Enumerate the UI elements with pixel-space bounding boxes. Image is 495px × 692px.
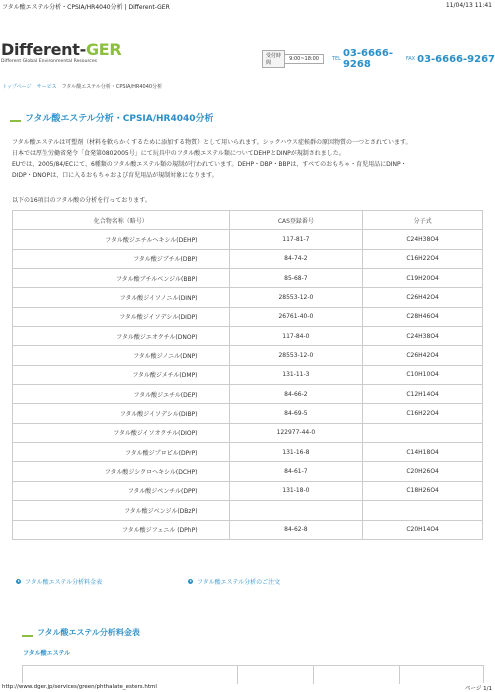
compound-name-cell: フタル酸ジエチル(DEP) xyxy=(13,385,230,404)
page-title xyxy=(10,111,214,124)
formula-cell: C18H26O4 xyxy=(363,481,483,500)
compound-name-cell: フタル酸ジメチル(DMP) xyxy=(13,365,230,384)
intro-line: EUでは、2005/84/ECにて、6種類のフタル酸エステル類の規制が行われています。DEHP・DBP・BBPは、すべてのおもちゃ・育児用品にDINP・ xyxy=(12,161,407,168)
print-footer xyxy=(0,682,495,692)
print-header xyxy=(0,0,495,12)
formula-cell: C26H42O4 xyxy=(363,288,483,307)
fax-label: FAX xyxy=(405,56,416,62)
table-row xyxy=(13,520,483,539)
intro-text xyxy=(12,137,487,181)
section-title-text: フタル酸エステル分析料金表 xyxy=(37,628,140,637)
breadcrumb-current: フタル酸エステル分析・CPSIA/HR4040分析 xyxy=(61,84,163,90)
formula-cell: C24H38O4 xyxy=(363,230,483,249)
intro-line: フタル酸エステルは可塑剤（材料を軟らかくするために添加する物質）として用いられます。シックハウス症候群の原因物質の一つとされています。 xyxy=(12,139,412,146)
price-table-partial xyxy=(22,665,484,683)
phthalate-table xyxy=(12,210,483,540)
breadcrumb-services[interactable]: サービス xyxy=(36,84,57,90)
logo-main-a: Different- xyxy=(1,40,86,59)
table-lead-text: 以下の16項目のフタル酸の分析を行っております。 xyxy=(12,197,151,204)
intro-line: 日本では厚生労働省発令「食発第0802005号」にて玩具中のフタル酸エステル類についてDEHPとDINPが規制されました。 xyxy=(12,150,345,157)
header-cas: CAS登録番号 xyxy=(229,211,363,230)
formula-cell: C10H10O4 xyxy=(363,365,483,384)
arrow-circle-icon xyxy=(16,579,21,584)
title-bar-decoration xyxy=(10,120,21,122)
compound-name-cell: フタル酸ジイソデシル(DIBP) xyxy=(13,404,230,423)
cas-number-cell: 84-74-2 xyxy=(229,249,363,268)
table-row xyxy=(13,481,483,500)
logo-tagline: Different Global Environmental Resources xyxy=(1,59,98,64)
table-row xyxy=(13,443,483,462)
compound-name-cell: フタル酸ジブチル(DBP) xyxy=(13,249,230,268)
arrow-circle-icon xyxy=(188,579,193,584)
table-row xyxy=(13,288,483,307)
contact-info xyxy=(262,48,495,70)
cas-number-cell: 131-16-8 xyxy=(229,443,363,462)
table-body xyxy=(13,230,483,540)
tel-number[interactable]: 03-6666-9268 xyxy=(342,48,394,70)
table-row xyxy=(13,385,483,404)
cas-number-cell: 28553-12-0 xyxy=(229,288,363,307)
table-row xyxy=(13,230,483,249)
table-header-row xyxy=(13,211,483,230)
compound-name-cell: フタル酸ジイソオクチル(DIOP) xyxy=(13,423,230,442)
breadcrumb-top[interactable]: トップページ xyxy=(2,84,32,90)
formula-cell: C20H26O4 xyxy=(363,462,483,481)
print-footer-url: http://www.dger.jp/services/green/phthalate_esters.html xyxy=(2,684,157,690)
formula-cell: C16H22O4 xyxy=(363,404,483,423)
compound-name-cell: フタル酸ブチルベンジル(BBP) xyxy=(13,269,230,288)
header-compound: 化合物名称（略号） xyxy=(13,211,230,230)
logo-wordmark xyxy=(1,42,121,58)
cas-number-cell: 26761-40-0 xyxy=(229,307,363,326)
cas-number-cell: 84-61-7 xyxy=(229,462,363,481)
cas-number-cell: 131-18-0 xyxy=(229,481,363,500)
cas-number-cell xyxy=(229,501,363,520)
cas-number-cell: 84-66-2 xyxy=(229,385,363,404)
order-link-label: フタル酸エステル分析のご注文 xyxy=(197,579,281,586)
table-row xyxy=(13,423,483,442)
compound-name-cell: フタル酸ジノニル(DNP) xyxy=(13,346,230,365)
compound-name-cell: フタル酸ジシクロヘキシル(DCHP) xyxy=(13,462,230,481)
cas-number-cell: 84-62-8 xyxy=(229,520,363,539)
cas-number-cell: 84-69-5 xyxy=(229,404,363,423)
cas-number-cell: 28553-12-0 xyxy=(229,346,363,365)
formula-cell: C14H18O4 xyxy=(363,443,483,462)
formula-cell xyxy=(363,423,483,442)
compound-name-cell: フタル酸ジイソデシル(DIDP) xyxy=(13,307,230,326)
compound-name-cell: フタル酸ジベンジル(DBzP) xyxy=(13,501,230,520)
formula-cell: C19H20O4 xyxy=(363,269,483,288)
cas-number-cell: 85-68-7 xyxy=(229,269,363,288)
formula-cell: C28H46O4 xyxy=(363,307,483,326)
cas-number-cell: 122977-44-0 xyxy=(229,423,363,442)
formula-cell xyxy=(363,501,483,520)
table-row xyxy=(13,249,483,268)
price-table-link[interactable] xyxy=(16,577,102,586)
table-row xyxy=(13,346,483,365)
site-logo[interactable] xyxy=(1,42,121,64)
formula-cell: C24H38O4 xyxy=(363,327,483,346)
header-formula: 分子式 xyxy=(363,211,483,230)
page-title-text: フタル酸エステル分析・CPSIA/HR4040分析 xyxy=(25,114,214,124)
compound-name-cell: フタル酸ジエチルヘキシル(DEHP) xyxy=(13,230,230,249)
fax-number: 03-6666-9267 xyxy=(417,53,495,65)
formula-cell: C20H14O4 xyxy=(363,520,483,539)
print-header-date: 11/04/13 11:41 xyxy=(445,2,492,9)
table-row xyxy=(13,501,483,520)
formula-cell: C26H42O4 xyxy=(363,346,483,365)
table-row xyxy=(13,404,483,423)
order-link[interactable] xyxy=(188,577,280,586)
title-bar-decoration xyxy=(22,635,33,637)
cas-number-cell: 117-84-0 xyxy=(229,327,363,346)
table-row xyxy=(13,307,483,326)
table-row xyxy=(13,365,483,384)
table-row xyxy=(13,269,483,288)
tel-label: TEL xyxy=(331,56,341,62)
price-table-link-label: フタル酸エステル分析料金表 xyxy=(25,579,103,586)
formula-cell: C12H14O4 xyxy=(363,385,483,404)
compound-name-cell: フタル酸ジペンチル(DPP) xyxy=(13,481,230,500)
table-row xyxy=(13,462,483,481)
table-row xyxy=(13,327,483,346)
print-footer-page: ページ 1/1 xyxy=(465,686,492,692)
cas-number-cell: 131-11-3 xyxy=(229,365,363,384)
intro-line: DIDP・DNOPは、口に入るおもちゃおよび育児用品が規制対象になります。 xyxy=(12,172,218,179)
compound-name-cell: フタル酸ジフェニル (DPhP) xyxy=(13,520,230,539)
breadcrumb xyxy=(2,83,167,90)
hours-value: 9:00~18:00 xyxy=(285,54,324,64)
print-header-title: フタル酸エステル分析・CPSIA/HR4040分析 | Different-GER xyxy=(2,4,170,11)
logo-main-b: GER xyxy=(85,40,122,59)
hours-label: 受付時間 xyxy=(262,50,285,68)
compound-name-cell: フタル酸ジイソノニル(DINP) xyxy=(13,288,230,307)
formula-cell: C16H22O4 xyxy=(363,249,483,268)
sub-title: フタル酸エステル xyxy=(23,650,71,657)
compound-name-cell: フタル酸ジエオクチル(DNOP) xyxy=(13,327,230,346)
section-title xyxy=(22,627,140,638)
cas-number-cell: 117-81-7 xyxy=(229,230,363,249)
compound-name-cell: フタル酸ジプロピル(DPrP) xyxy=(13,443,230,462)
